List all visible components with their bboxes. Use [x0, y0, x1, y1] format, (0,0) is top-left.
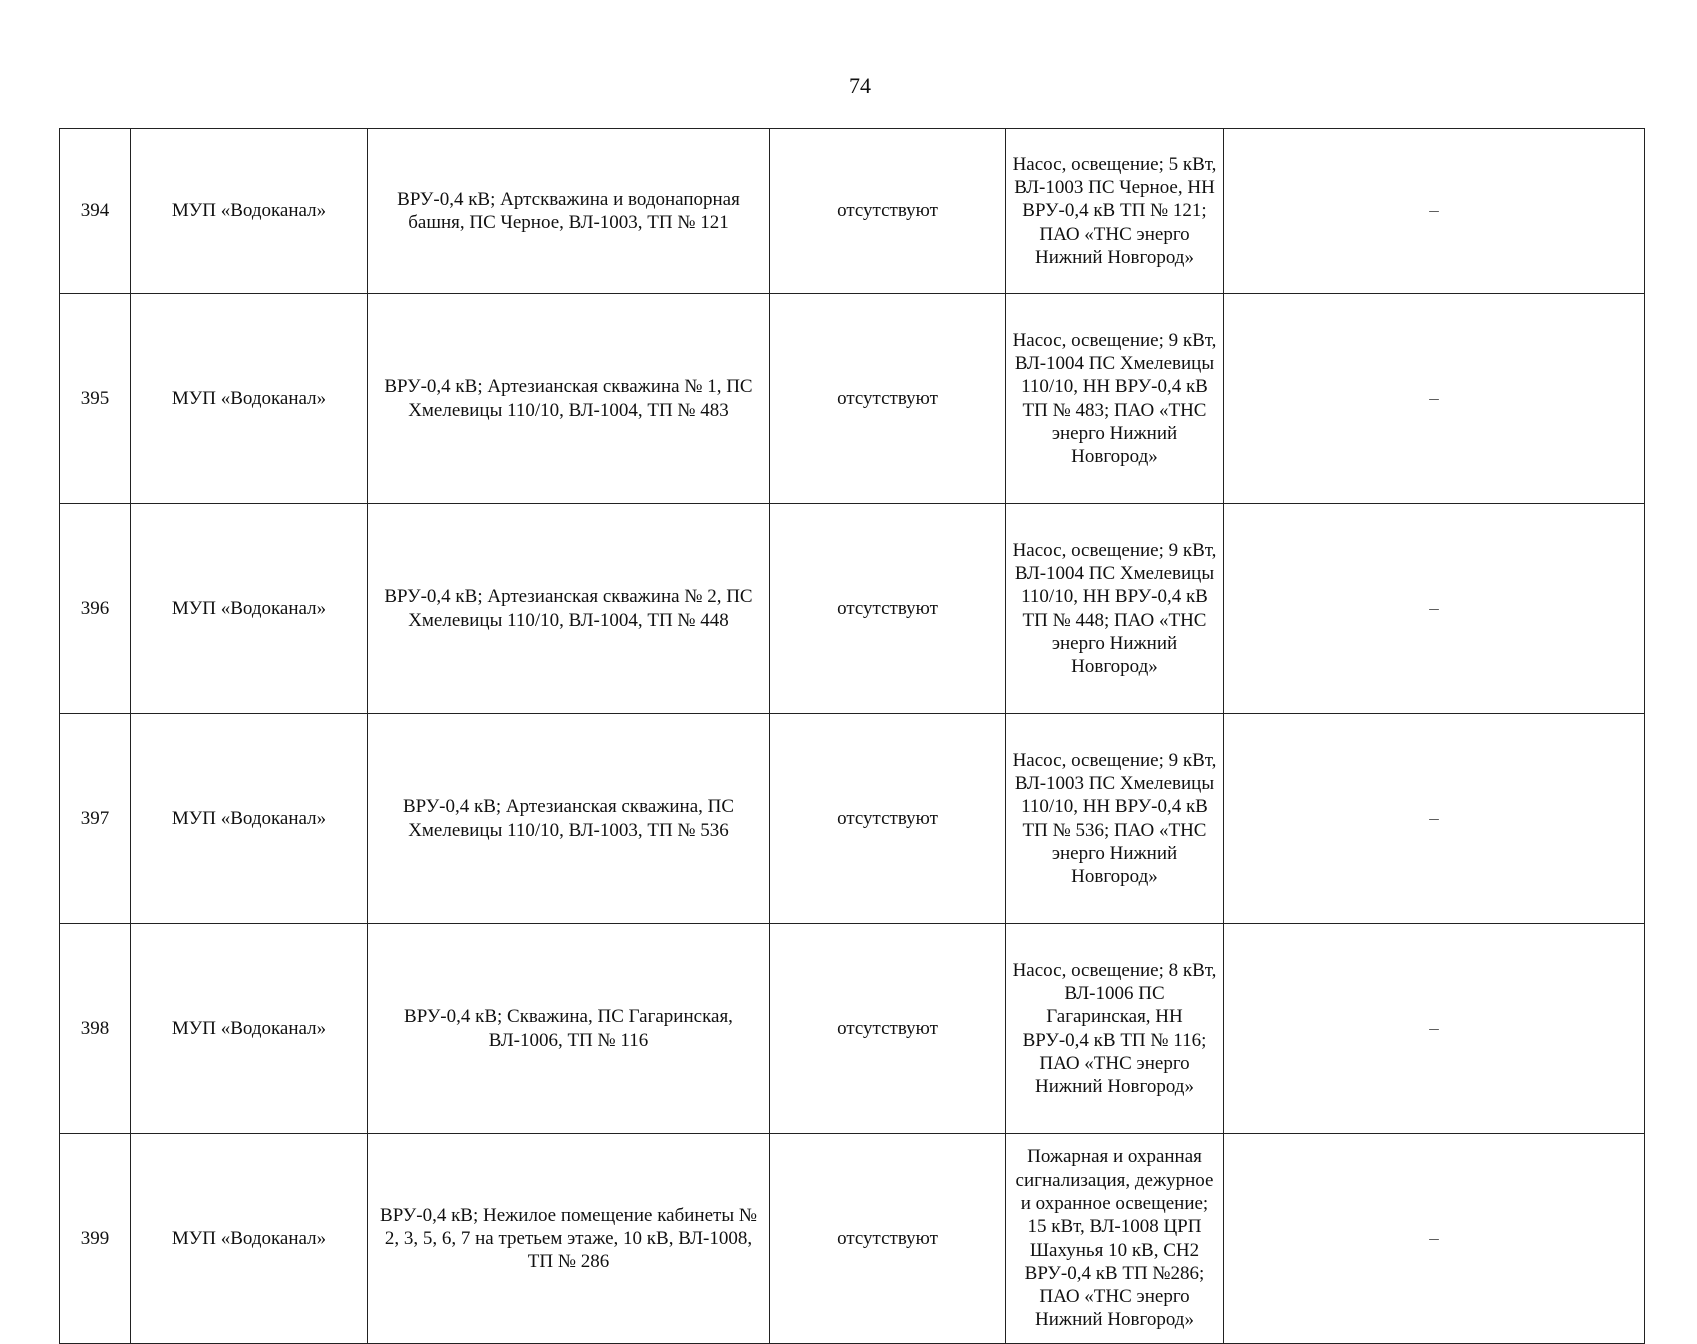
- table-row: [60, 714, 1645, 924]
- registry-table: [59, 128, 1645, 1344]
- load-cell: Насос, освещение; 5 кВт, ВЛ-1003 ПС Черное, НН ВРУ-0,4 кВ ТП № 121; ПАО «ТНС энерго Нижний Новгород»: [1006, 129, 1224, 294]
- row-number-cell: 397: [60, 714, 131, 924]
- object-cell: ВРУ-0,4 кВ; Артезианская скважина, ПС Хмелевицы 110/10, ВЛ-1003, ТП № 536: [368, 714, 770, 924]
- status-cell: отсутствуют: [770, 294, 1006, 504]
- object-cell: ВРУ-0,4 кВ; Нежилое помещение кабинеты № 2, 3, 5, 6, 7 на третьем этаже, 10 кВ, ВЛ-1008, ТП № 286: [368, 1134, 770, 1344]
- object-cell: ВРУ-0,4 кВ; Артезианская скважина № 2, ПС Хмелевицы 110/10, ВЛ-1004, ТП № 448: [368, 504, 770, 714]
- table-row: [60, 924, 1645, 1134]
- table-row: [60, 129, 1645, 294]
- table-row: [60, 1134, 1645, 1344]
- note-cell: –: [1224, 1134, 1645, 1344]
- object-cell: ВРУ-0,4 кВ; Артезианская скважина № 1, ПС Хмелевицы 110/10, ВЛ-1004, ТП № 483: [368, 294, 770, 504]
- organization-cell: МУП «Водоканал»: [131, 924, 368, 1134]
- load-cell: Насос, освещение; 8 кВт, ВЛ-1006 ПС Гагаринская, НН ВРУ-0,4 кВ ТП № 116; ПАО «ТНС энерго Нижний Новгород»: [1006, 924, 1224, 1134]
- organization-cell: МУП «Водоканал»: [131, 714, 368, 924]
- page-number: 74: [849, 73, 871, 98]
- organization-cell: МУП «Водоканал»: [131, 504, 368, 714]
- object-cell: ВРУ-0,4 кВ; Артскважина и водонапорная башня, ПС Черное, ВЛ-1003, ТП № 121: [368, 129, 770, 294]
- status-cell: отсутствуют: [770, 714, 1006, 924]
- load-cell: Насос, освещение; 9 кВт, ВЛ-1004 ПС Хмелевицы 110/10, НН ВРУ-0,4 кВ ТП № 483; ПАО «ТНС энерго Нижний Новгород»: [1006, 294, 1224, 504]
- status-cell: отсутствуют: [770, 924, 1006, 1134]
- load-cell: Насос, освещение; 9 кВт, ВЛ-1003 ПС Хмелевицы 110/10, НН ВРУ-0,4 кВ ТП № 536; ПАО «ТНС энерго Нижний Новгород»: [1006, 714, 1224, 924]
- note-cell: –: [1224, 294, 1645, 504]
- note-cell: –: [1224, 714, 1645, 924]
- row-number-cell: 398: [60, 924, 131, 1134]
- table-body: [60, 129, 1645, 1344]
- row-number-cell: 395: [60, 294, 131, 504]
- table-row: [60, 294, 1645, 504]
- table-row: [60, 504, 1645, 714]
- status-cell: отсутствуют: [770, 504, 1006, 714]
- load-cell: Пожарная и охранная сигнализация, дежурное и охранное освещение; 15 кВт, ВЛ-1008 ЦРП Шахунья 10 кВ, СН2 ВРУ-0,4 кВ ТП №286; ПАО «ТНС энерго Нижний Новгород»: [1006, 1134, 1224, 1344]
- note-cell: –: [1224, 924, 1645, 1134]
- object-cell: ВРУ-0,4 кВ; Скважина, ПС Гагаринская, ВЛ-1006, ТП № 116: [368, 924, 770, 1134]
- status-cell: отсутствуют: [770, 129, 1006, 294]
- note-cell: –: [1224, 129, 1645, 294]
- row-number-cell: 396: [60, 504, 131, 714]
- organization-cell: МУП «Водоканал»: [131, 1134, 368, 1344]
- organization-cell: МУП «Водоканал»: [131, 294, 368, 504]
- row-number-cell: 399: [60, 1134, 131, 1344]
- status-cell: отсутствуют: [770, 1134, 1006, 1344]
- note-cell: –: [1224, 504, 1645, 714]
- row-number-cell: 394: [60, 129, 131, 294]
- load-cell: Насос, освещение; 9 кВт, ВЛ-1004 ПС Хмелевицы 110/10, НН ВРУ-0,4 кВ ТП № 448; ПАО «ТНС энерго Нижний Новгород»: [1006, 504, 1224, 714]
- organization-cell: МУП «Водоканал»: [131, 129, 368, 294]
